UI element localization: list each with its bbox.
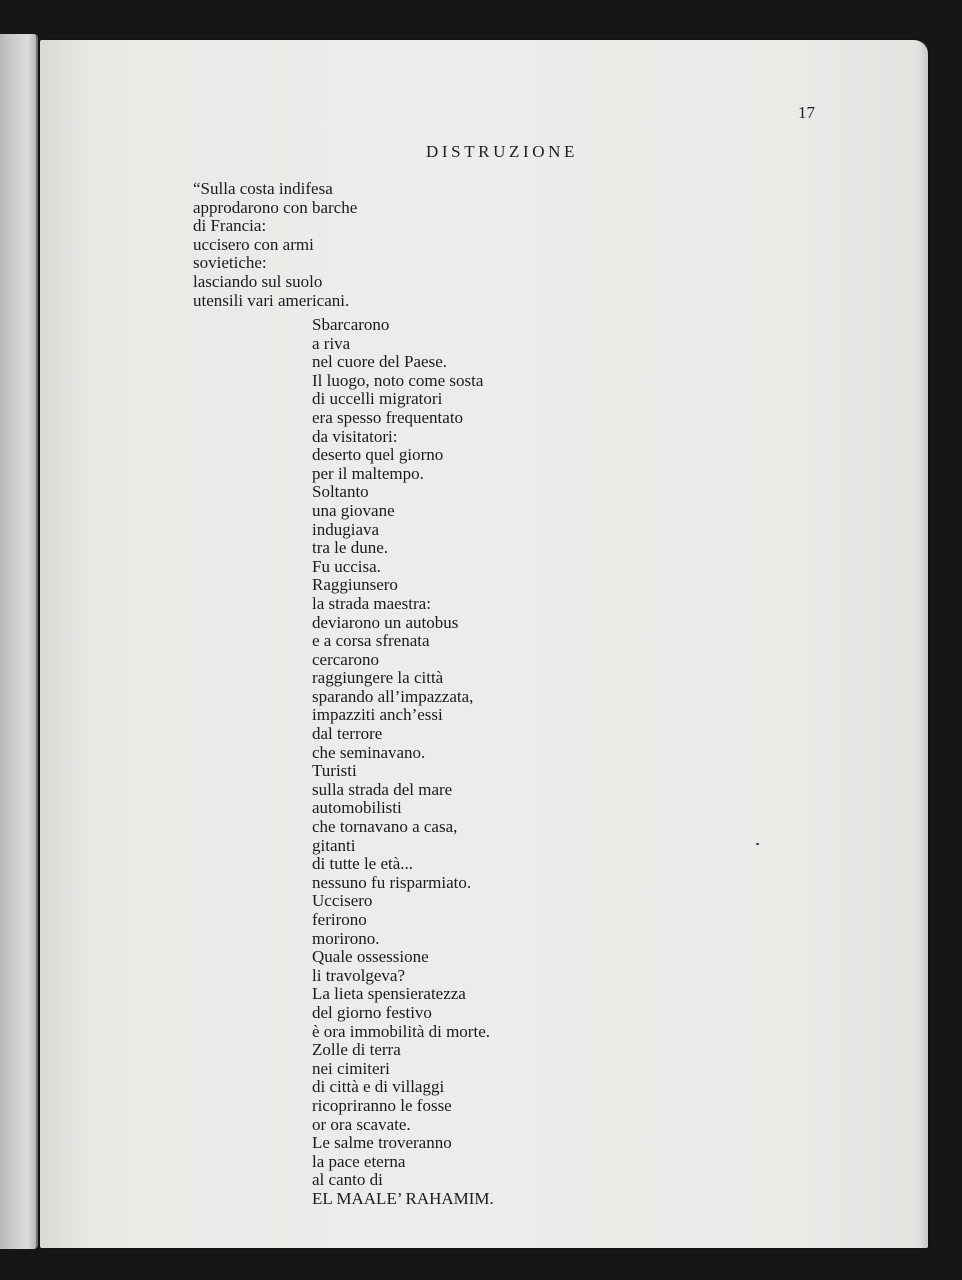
page-edge-shadow <box>918 40 928 1248</box>
poem-line: Zolle di terra <box>312 1040 401 1060</box>
page-number: 17 <box>798 103 815 122</box>
poem-line: nei cimiteri <box>312 1058 390 1078</box>
poem-line: automobilisti <box>312 798 402 818</box>
poem-line: Uccisero <box>312 891 373 911</box>
poem-line: li travolgeva? <box>312 965 405 985</box>
poem-line: ferirono <box>312 910 367 929</box>
poem-line: Il luogo, noto come sosta <box>312 370 484 390</box>
poem-line: da visitatori: <box>312 426 398 446</box>
poem-line: era spesso frequentato <box>312 407 464 427</box>
poem-line: sovietiche: <box>193 253 267 273</box>
poem-title: DISTRUZIONE <box>426 142 578 161</box>
poem-line: EL MAALE’ RAHAMIM. <box>312 1188 494 1208</box>
poem-line: Quale ossessione <box>312 947 429 967</box>
poem-line: e a corsa sfrenata <box>312 631 430 651</box>
poem-line: Fu uccisa. <box>312 556 381 576</box>
poem-line: indugiava <box>312 519 380 539</box>
poem-line: la pace eterna <box>312 1151 406 1171</box>
left-page-edge <box>0 34 38 1249</box>
poem-line: nessuno fu risparmiato. <box>312 872 472 892</box>
poem-line: la strada maestra: <box>312 593 431 613</box>
poem-line: deviarono un autobus <box>312 612 459 632</box>
poem-line: che seminavano. <box>312 742 426 762</box>
poem-line: una giovane <box>312 500 395 520</box>
poem-line: a riva <box>312 333 351 353</box>
poem-line: lasciando sul suolo <box>193 271 323 291</box>
poem-line: nel cuore del Paese. <box>312 352 447 372</box>
poem-line: per il maltempo. <box>312 463 424 483</box>
poem-line: raggiungere la città <box>312 668 444 688</box>
poem-line: Raggiunsero <box>312 575 398 595</box>
poem-line: dal terrore <box>312 724 383 744</box>
poem-line: gitanti <box>312 835 356 855</box>
poem-line: cercarono <box>312 649 380 669</box>
poem-line: deserto quel giorno <box>312 445 444 465</box>
poem-line: è ora immobilità di morte. <box>312 1021 490 1041</box>
poem-line: Soltanto <box>312 482 369 502</box>
poem-line: uccisero con armi <box>193 234 314 254</box>
poem-line: ricopriranno le fosse <box>312 1095 452 1115</box>
poem-line: sparando all’impazzata, <box>312 686 474 706</box>
poem-line: sulla strada del mare <box>312 779 453 799</box>
poem-line: Turisti <box>312 761 357 781</box>
poem-line: Sbarcarono <box>312 315 390 334</box>
poem-line: tra le dune. <box>312 538 388 558</box>
poem-line: di tutte le età... <box>312 854 414 874</box>
poem-line: utensili vari americani. <box>193 290 350 310</box>
poem-line: di città e di villaggi <box>312 1077 445 1097</box>
poem-line: or ora scavate. <box>312 1114 411 1134</box>
poem-line: approdarono con barche <box>193 197 358 217</box>
poem-line: del giorno festivo <box>312 1002 432 1022</box>
poem-line: La lieta spensieratezza <box>312 984 466 1004</box>
poem-line: impazziti anch’essi <box>312 705 443 725</box>
poem-line: morirono. <box>312 928 380 948</box>
poem-stanza-2 <box>312 316 494 1209</box>
poem-line: Le salme troveranno <box>312 1133 452 1153</box>
poem-stanza-1 <box>193 180 357 310</box>
poem-line: di uccelli migratori <box>312 389 443 409</box>
poem-line: che tornavano a casa, <box>312 817 458 837</box>
poem-line: “Sulla costa indifesa <box>193 179 333 198</box>
poem-line: di Francia: <box>193 216 267 236</box>
paper-speck <box>756 843 759 845</box>
poem-line: al canto di <box>312 1170 383 1190</box>
